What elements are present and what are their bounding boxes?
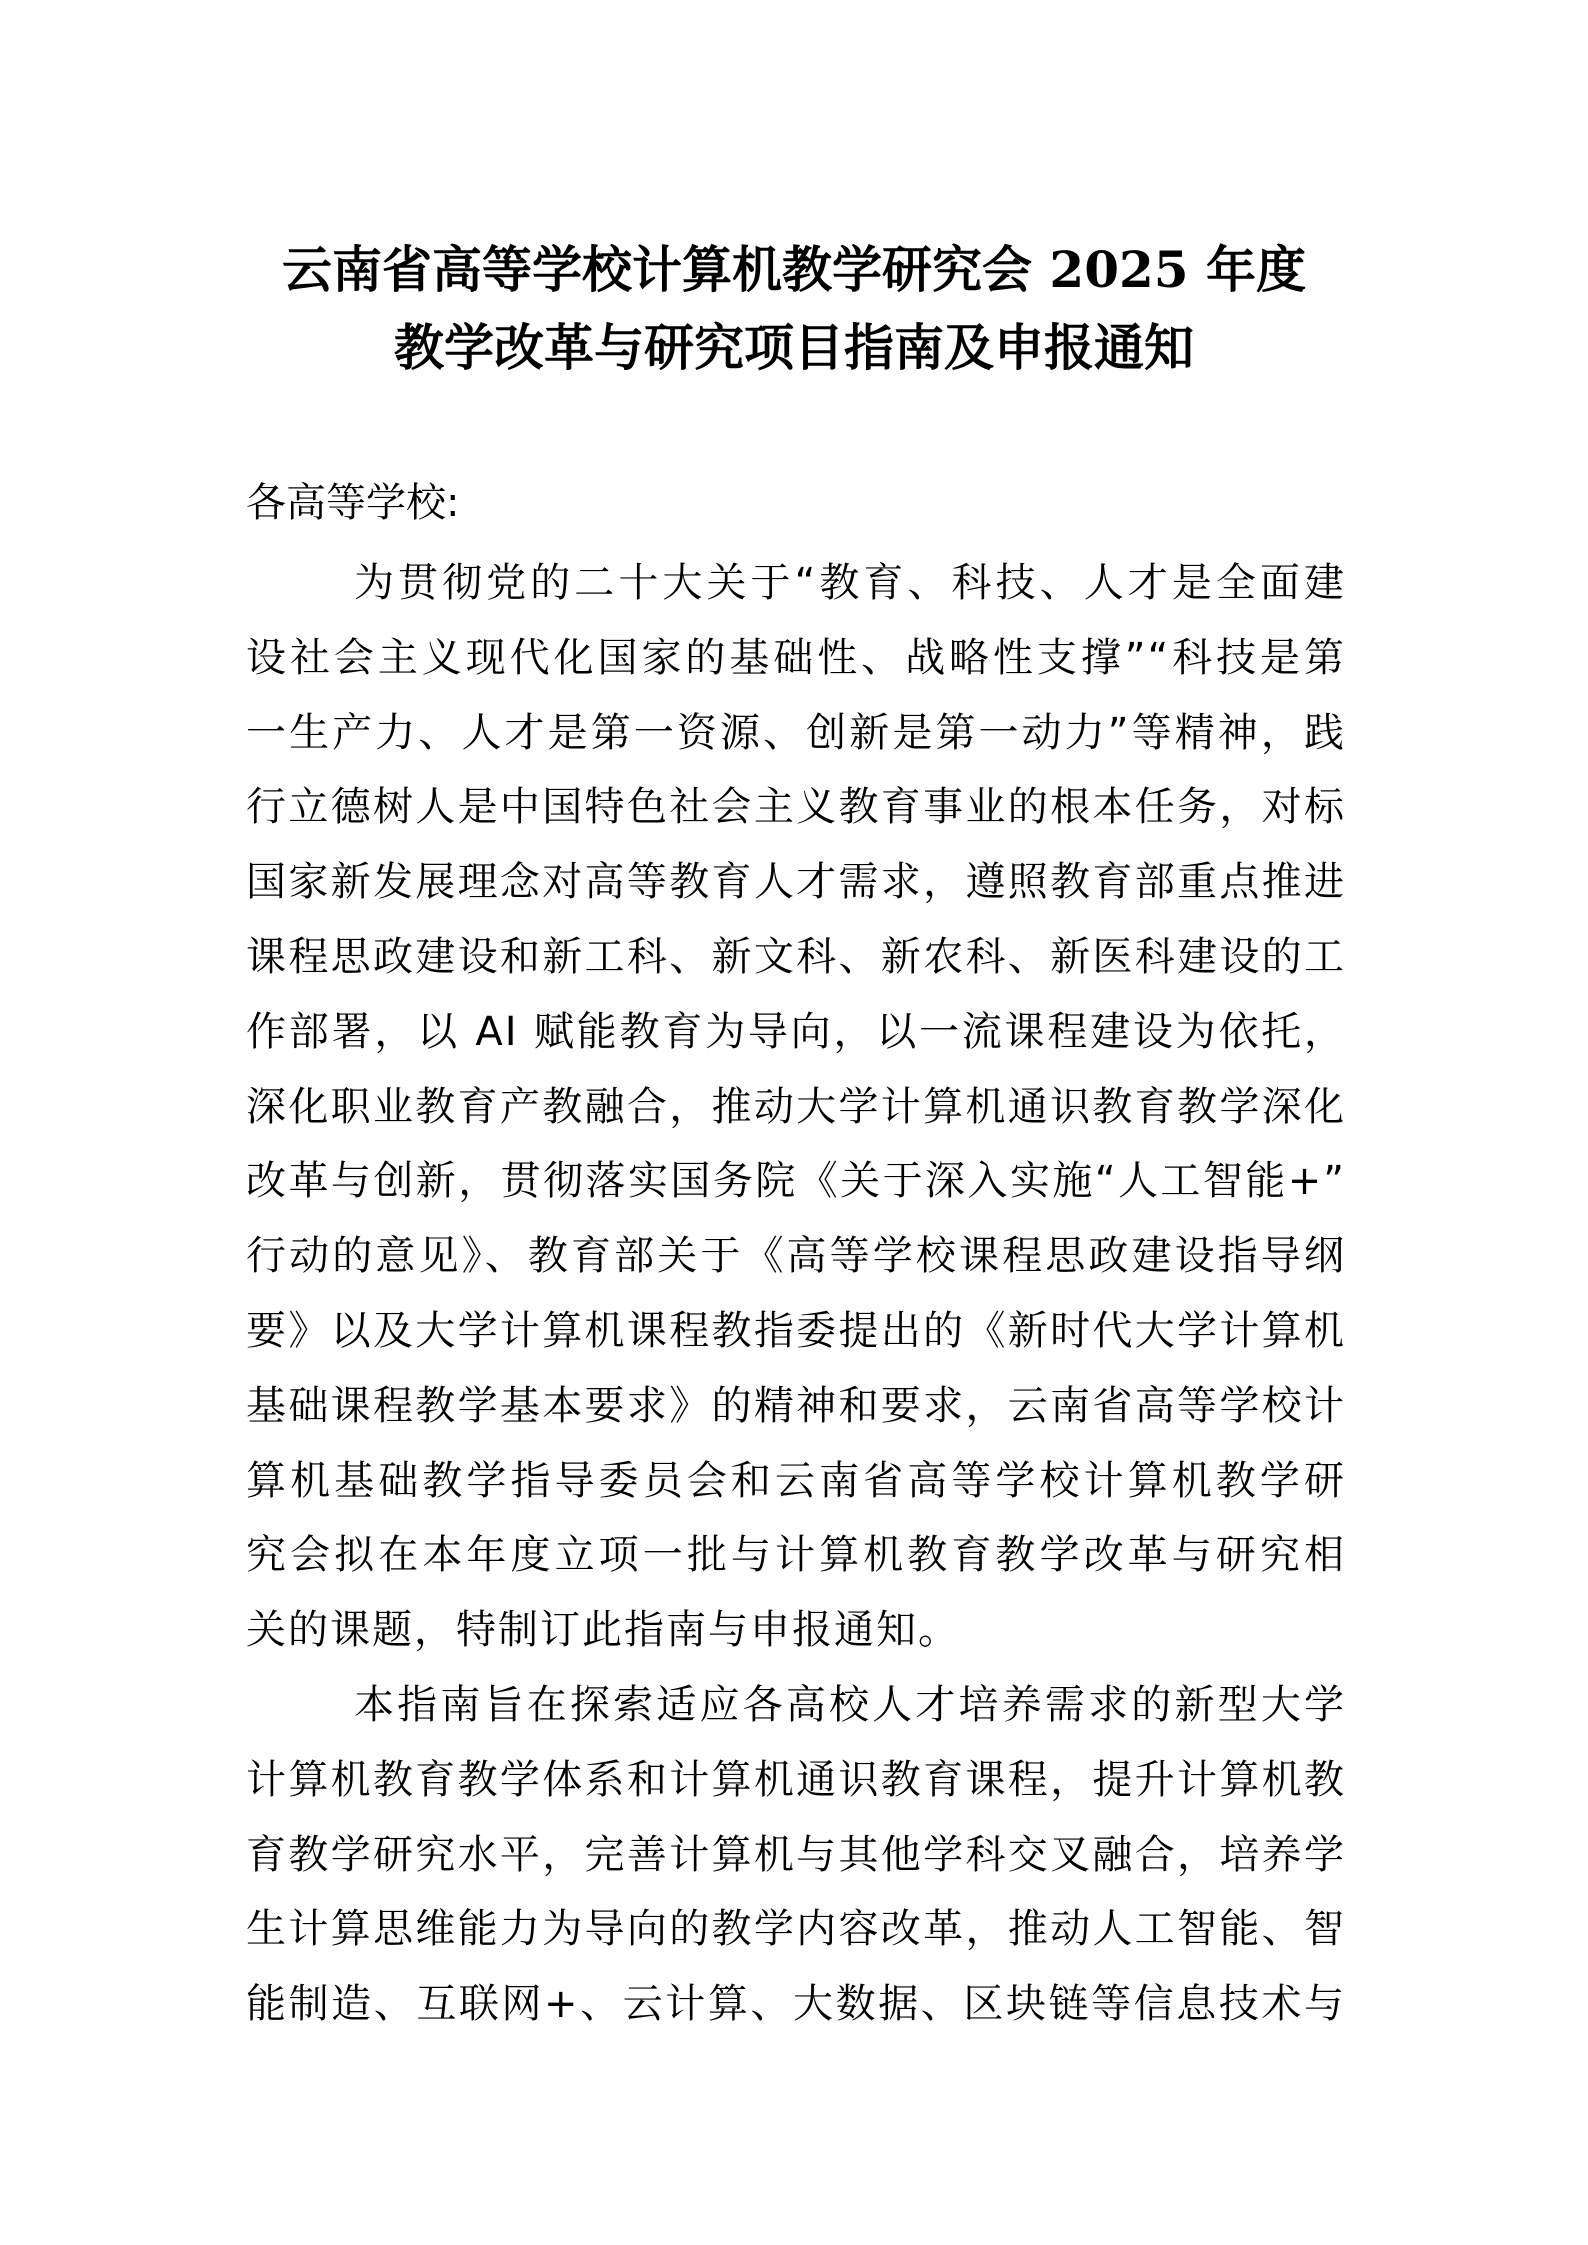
paragraph-line: 行动的意见》、教育部关于《高等学校课程思政建设指导纲 — [246, 1233, 1346, 1280]
salutation: 各高等学校: — [246, 480, 460, 526]
paragraph-line: 国家新发展理念对高等教育人才需求，遵照教育部重点推进 — [246, 859, 1346, 906]
paragraph-line: 究会拟在本年度立项一批与计算机教育教学改革与研究相 — [246, 1532, 1346, 1579]
paragraph-line: 深化职业教育产教融合，推动大学计算机通识教育教学深化 — [246, 1083, 1346, 1130]
paragraph-line: 生计算思维能力为导向的教学内容改革，推动人工智能、智 — [246, 1906, 1346, 1953]
paragraph-line: 为贯彻党的二十大关于“教育、科技、人才是全面建 — [354, 560, 1346, 606]
paragraph-line: 改革与创新，贯彻落实国务院《关于深入实施“人工智能+” — [246, 1158, 1346, 1205]
document-title-line-2: 教学改革与研究项目指南及申报通知 — [394, 318, 1194, 377]
paragraph-line: 课程思政建设和新工科、新文科、新农科、新医科建设的工 — [246, 933, 1346, 980]
paragraph-2 — [246, 1680, 1346, 2054]
paragraph-line: 要》以及大学计算机课程教指委提出的《新时代大学计算机 — [246, 1307, 1346, 1354]
paragraph-line: 设社会主义现代化国家的基础性、战略性支撑”“科技是第 — [246, 634, 1346, 681]
document-title-line-1: 云南省高等学校计算机教学研究会 2025 年度 — [282, 240, 1306, 299]
paragraph-1 — [246, 558, 1346, 1680]
paragraph-line: 计算机教育教学体系和计算机通识教育课程，提升计算机教 — [246, 1756, 1346, 1803]
paragraph-line: 一生产力、人才是第一资源、创新是第一动力”等精神，践 — [246, 709, 1346, 756]
paragraph-line: 作部署，以 AI 赋能教育为导向，以一流课程建设为依托， — [246, 1008, 1346, 1055]
paragraph-line: 能制造、互联网+、云计算、大数据、区块链等信息技术与 — [246, 1981, 1346, 2028]
paragraph-line: 基础课程教学基本要求》的精神和要求，云南省高等学校计 — [246, 1382, 1346, 1429]
paragraph-line: 本指南旨在探索适应各高校人才培养需求的新型大学 — [354, 1682, 1346, 1728]
paragraph-line: 算机基础教学指导委员会和云南省高等学校计算机教学研 — [246, 1457, 1346, 1504]
paragraph-line: 行立德树人是中国特色社会主义教育事业的根本任务，对标 — [246, 784, 1346, 831]
paragraph-line: 关的课题，特制订此指南与申报通知。 — [246, 1607, 960, 1654]
paragraph-line: 育教学研究水平，完善计算机与其他学科交叉融合，培养学 — [246, 1831, 1346, 1878]
